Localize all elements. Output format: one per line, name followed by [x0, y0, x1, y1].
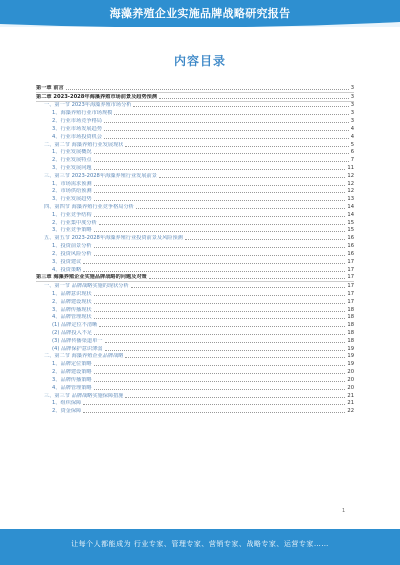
toc-leader-dots	[94, 161, 349, 162]
toc-entry-title: 1、海藻养殖行业市场规模	[52, 110, 113, 117]
toc-entry[interactable]	[36, 266, 354, 274]
toc-entry-title: 1、品牌定位策略	[52, 361, 92, 368]
toc-entry-page: 16	[347, 235, 354, 242]
toc-entry-title: 1、市场需求预测	[52, 180, 92, 187]
toc-entry[interactable]	[36, 172, 354, 180]
toc-leader-dots	[136, 208, 346, 209]
toc-entry-page: 16	[347, 243, 354, 250]
toc-leader-dots	[105, 342, 346, 343]
toc-entry-page: 18	[347, 337, 354, 344]
toc-entry-page: 17	[347, 274, 354, 281]
toc-leader-dots	[125, 397, 345, 398]
toc-leader-dots	[159, 98, 349, 99]
toc-entry-title: 1、品牌意识现状	[52, 290, 92, 297]
toc-entry[interactable]	[36, 345, 354, 353]
toc-entry[interactable]	[36, 195, 354, 203]
toc-entry[interactable]	[36, 282, 354, 290]
toc-entry-page: 17	[347, 290, 354, 297]
toc-leader-dots	[104, 130, 349, 131]
toc-heading: 内容目录	[173, 54, 226, 68]
toc-entry-page: 12	[347, 188, 354, 195]
toc-entry[interactable]	[36, 156, 354, 164]
toc-leader-dots	[104, 122, 349, 123]
toc-entry-page: 18	[347, 330, 354, 336]
toc-leader-dots	[99, 326, 345, 327]
toc-entry[interactable]	[36, 242, 354, 250]
toc-entry-title: 4、投资策略	[52, 266, 82, 273]
toc-entry-page: 20	[347, 376, 354, 383]
toc-leader-dots	[83, 263, 345, 264]
toc-leader-dots	[94, 381, 346, 382]
toc-entry-page: 18	[347, 322, 354, 329]
toc-entry[interactable]	[36, 298, 354, 306]
toc-entry-title: 三、第三节 品牌战略实施保障措施	[44, 392, 124, 399]
toc-leader-dots	[83, 271, 345, 272]
toc-entry[interactable]	[36, 234, 354, 242]
footer-slogan: 让每个人都能成为 行业专家、管理专家、营销专家、战略专家、运营专家……	[71, 540, 329, 548]
toc-entry-page: 3	[350, 84, 354, 91]
toc-entry-page: 17	[347, 283, 354, 290]
toc-entry-page: 11	[347, 164, 354, 171]
toc-entry-title: 3、投资建议	[52, 258, 82, 265]
toc-leader-dots	[94, 373, 346, 374]
toc-entry[interactable]	[36, 407, 354, 415]
toc-entry-title: 四、第四节 海藻养殖行业竞争格局分析	[44, 204, 134, 210]
toc-entry-page: 14	[347, 204, 354, 210]
toc-entry-title: 3、行业市场发展趋势	[52, 125, 102, 132]
toc-entry-page: 13	[347, 196, 354, 203]
toc-leader-dots	[94, 153, 349, 154]
toc-entry-page: 3	[350, 102, 354, 109]
toc-leader-dots	[125, 357, 345, 358]
toc-entry[interactable]	[36, 141, 354, 149]
toc-leader-dots	[83, 404, 345, 405]
toc-entry-title: 4、行业市场投资机会	[52, 133, 102, 140]
toc-entry[interactable]	[36, 392, 354, 400]
toc-entry[interactable]	[36, 290, 354, 298]
toc-leader-dots	[94, 365, 346, 366]
toc-entry-page: 21	[347, 400, 354, 407]
toc-entry[interactable]	[36, 211, 354, 219]
toc-entry-title: 第一章 前言	[36, 84, 64, 91]
toc-entry-title: (1) 品牌定位不清晰	[52, 322, 98, 329]
toc-entry-page: 3	[350, 118, 354, 125]
toc-entry[interactable]	[36, 384, 354, 392]
toc-entry-page: 15	[347, 227, 354, 234]
toc-leader-dots	[125, 146, 348, 147]
toc-entry-page: 17	[347, 258, 354, 265]
toc-entry-page: 20	[347, 384, 354, 391]
toc-entry-title: 3、行业竞争策略	[52, 227, 92, 234]
toc-entry[interactable]	[36, 93, 354, 102]
toc-leader-dots	[94, 295, 346, 296]
toc-entry-page: 3	[350, 93, 354, 100]
toc-entry-page: 18	[347, 314, 354, 321]
toc-entry[interactable]	[36, 164, 354, 172]
toc-entry-title: 一、第一节 2023年海藻养殖市场分析	[44, 102, 132, 109]
toc-entry-page: 16	[347, 250, 354, 257]
toc-entry-title: 3、品牌传播策略	[52, 376, 92, 383]
toc-leader-dots	[94, 185, 346, 186]
toc-leader-dots	[94, 318, 346, 319]
toc-entry-page: 7	[350, 157, 354, 164]
toc-entry[interactable]	[36, 188, 354, 196]
toc-leader-dots	[159, 177, 345, 178]
toc-entry[interactable]	[36, 400, 354, 408]
toc-entry-title: 1、投资前景分析	[52, 243, 92, 250]
toc-entry[interactable]	[36, 306, 354, 314]
toc-entry-title: 4、品牌管理现状	[52, 314, 92, 321]
toc-leader-dots	[94, 216, 346, 217]
toc-entry-title: 3、行业发展问题	[52, 164, 92, 171]
toc-leader-dots	[149, 278, 346, 279]
toc-entry[interactable]	[36, 353, 354, 361]
toc-entry-page: 12	[347, 180, 354, 187]
toc-entry[interactable]	[36, 368, 354, 376]
toc-entry-title: 2、行业集中度分析	[52, 219, 97, 226]
toc-entry-title: 2、行业市场竞争格局	[52, 118, 102, 125]
toc-entry[interactable]	[36, 337, 354, 345]
toc-entry-title: 3、品牌传播现状	[52, 306, 92, 313]
toc-entry[interactable]	[36, 314, 354, 322]
toc-entry[interactable]	[36, 258, 354, 266]
toc-entry-title: 二、第二节 海藻养殖行业发展现状	[44, 141, 124, 148]
toc-entry-page: 19	[347, 345, 354, 352]
toc-entry-title: 2、市场供给预测	[52, 188, 92, 195]
toc-entry-page: 19	[347, 361, 354, 368]
toc-leader-dots	[94, 334, 345, 335]
toc-entry-title: (2) 品牌投入不足	[52, 330, 93, 336]
toc-leader-dots	[94, 231, 346, 232]
toc-entry-page: 4	[350, 125, 354, 132]
toc-entry-title: (4) 品牌保护意识薄弱	[52, 345, 103, 352]
toc-leader-dots	[133, 106, 348, 107]
toc-leader-dots	[94, 200, 346, 201]
toc-leader-dots	[94, 169, 346, 170]
page-number: 1	[342, 508, 346, 514]
toc-entry-title: 2、资金保障	[52, 408, 82, 415]
toc-entry-page: 20	[347, 369, 354, 376]
toc-leader-dots	[99, 224, 346, 225]
toc-leader-dots	[94, 389, 346, 390]
toc-leader-dots	[104, 138, 349, 139]
toc-entry[interactable]	[36, 180, 354, 188]
toc-entry-title: 1、行业发展概况	[52, 149, 92, 156]
toc-entry-title: 五、第五节 2023-2028年海藻养殖行业投资前景及风险预测	[44, 235, 183, 242]
toc-leader-dots	[114, 114, 348, 115]
toc-entry-title: 2、品牌建设策略	[52, 369, 92, 376]
toc-entry-page: 14	[347, 211, 354, 218]
toc-entry[interactable]	[36, 203, 354, 211]
toc-entry[interactable]	[36, 117, 354, 125]
toc-entry[interactable]	[36, 321, 354, 329]
toc-entry[interactable]	[36, 274, 354, 283]
toc-entry-page: 6	[350, 149, 354, 156]
toc-entry[interactable]	[36, 219, 354, 227]
toc-leader-dots	[185, 239, 346, 240]
toc-entry-page: 15	[347, 219, 354, 226]
report-title: 海藻养殖企业实施品牌战略研究报告	[109, 7, 291, 20]
toc-leader-dots	[105, 350, 346, 351]
toc-entry-page: 17	[347, 298, 354, 305]
toc-entry-title: 第三章 海藻养殖企业实施品牌战略的问题及对策	[36, 274, 147, 281]
toc-entry-title: 二、第二节 海藻养殖企业品牌战略	[44, 353, 124, 360]
toc-entry-title: 1、行业竞争结构	[52, 211, 92, 218]
toc-entry[interactable]	[36, 250, 354, 258]
toc-entry[interactable]	[36, 329, 354, 337]
toc-entry[interactable]	[36, 125, 354, 133]
toc-entry-title: 1、组织保障	[52, 400, 82, 407]
toc-entry-page: 22	[347, 408, 354, 415]
toc-entry-title: 第二章 2023-2028年海藻养殖市场前景及趋势预测	[36, 93, 158, 100]
toc-entry[interactable]	[36, 133, 354, 141]
toc-entry[interactable]	[36, 376, 354, 384]
toc-entry[interactable]	[36, 227, 354, 235]
toc-leader-dots	[131, 287, 346, 288]
toc-leader-dots	[94, 303, 346, 304]
toc-entry[interactable]	[36, 84, 354, 93]
table-of-contents	[36, 84, 354, 415]
toc-entry-page: 18	[347, 306, 354, 313]
toc-leader-dots	[94, 255, 346, 256]
toc-entry-page: 12	[347, 172, 354, 179]
toc-leader-dots	[94, 192, 346, 193]
toc-leader-dots	[83, 412, 345, 413]
toc-entry-page: 21	[347, 392, 354, 399]
toc-entry-title: 三、第三节 2023-2028年海藻养殖行业发展前景	[44, 172, 157, 179]
toc-entry-title: 2、品牌建设现状	[52, 298, 92, 305]
toc-leader-dots	[94, 311, 346, 312]
toc-entry-page: 4	[350, 133, 354, 140]
toc-entry-title: 4、品牌管理策略	[52, 384, 92, 391]
toc-entry-title: 3、行业发展趋势	[52, 196, 92, 203]
toc-entry[interactable]	[36, 109, 354, 117]
toc-entry-title: 一、第一节 品牌战略实施的现状分析	[44, 283, 129, 290]
toc-entry-page: 17	[347, 266, 354, 273]
toc-leader-dots	[94, 247, 346, 248]
toc-entry-title: 2、行业发展特点	[52, 157, 92, 164]
toc-entry-page: 3	[350, 110, 354, 117]
toc-entry[interactable]	[36, 102, 354, 110]
toc-entry-page: 5	[350, 141, 354, 148]
toc-entry-page: 19	[347, 353, 354, 360]
toc-entry[interactable]	[36, 360, 354, 368]
toc-leader-dots	[66, 89, 349, 90]
toc-entry-title: 2、投资风险分析	[52, 250, 92, 257]
toc-entry-title: (3) 品牌传播渠道单一	[52, 337, 103, 344]
toc-entry[interactable]	[36, 149, 354, 157]
